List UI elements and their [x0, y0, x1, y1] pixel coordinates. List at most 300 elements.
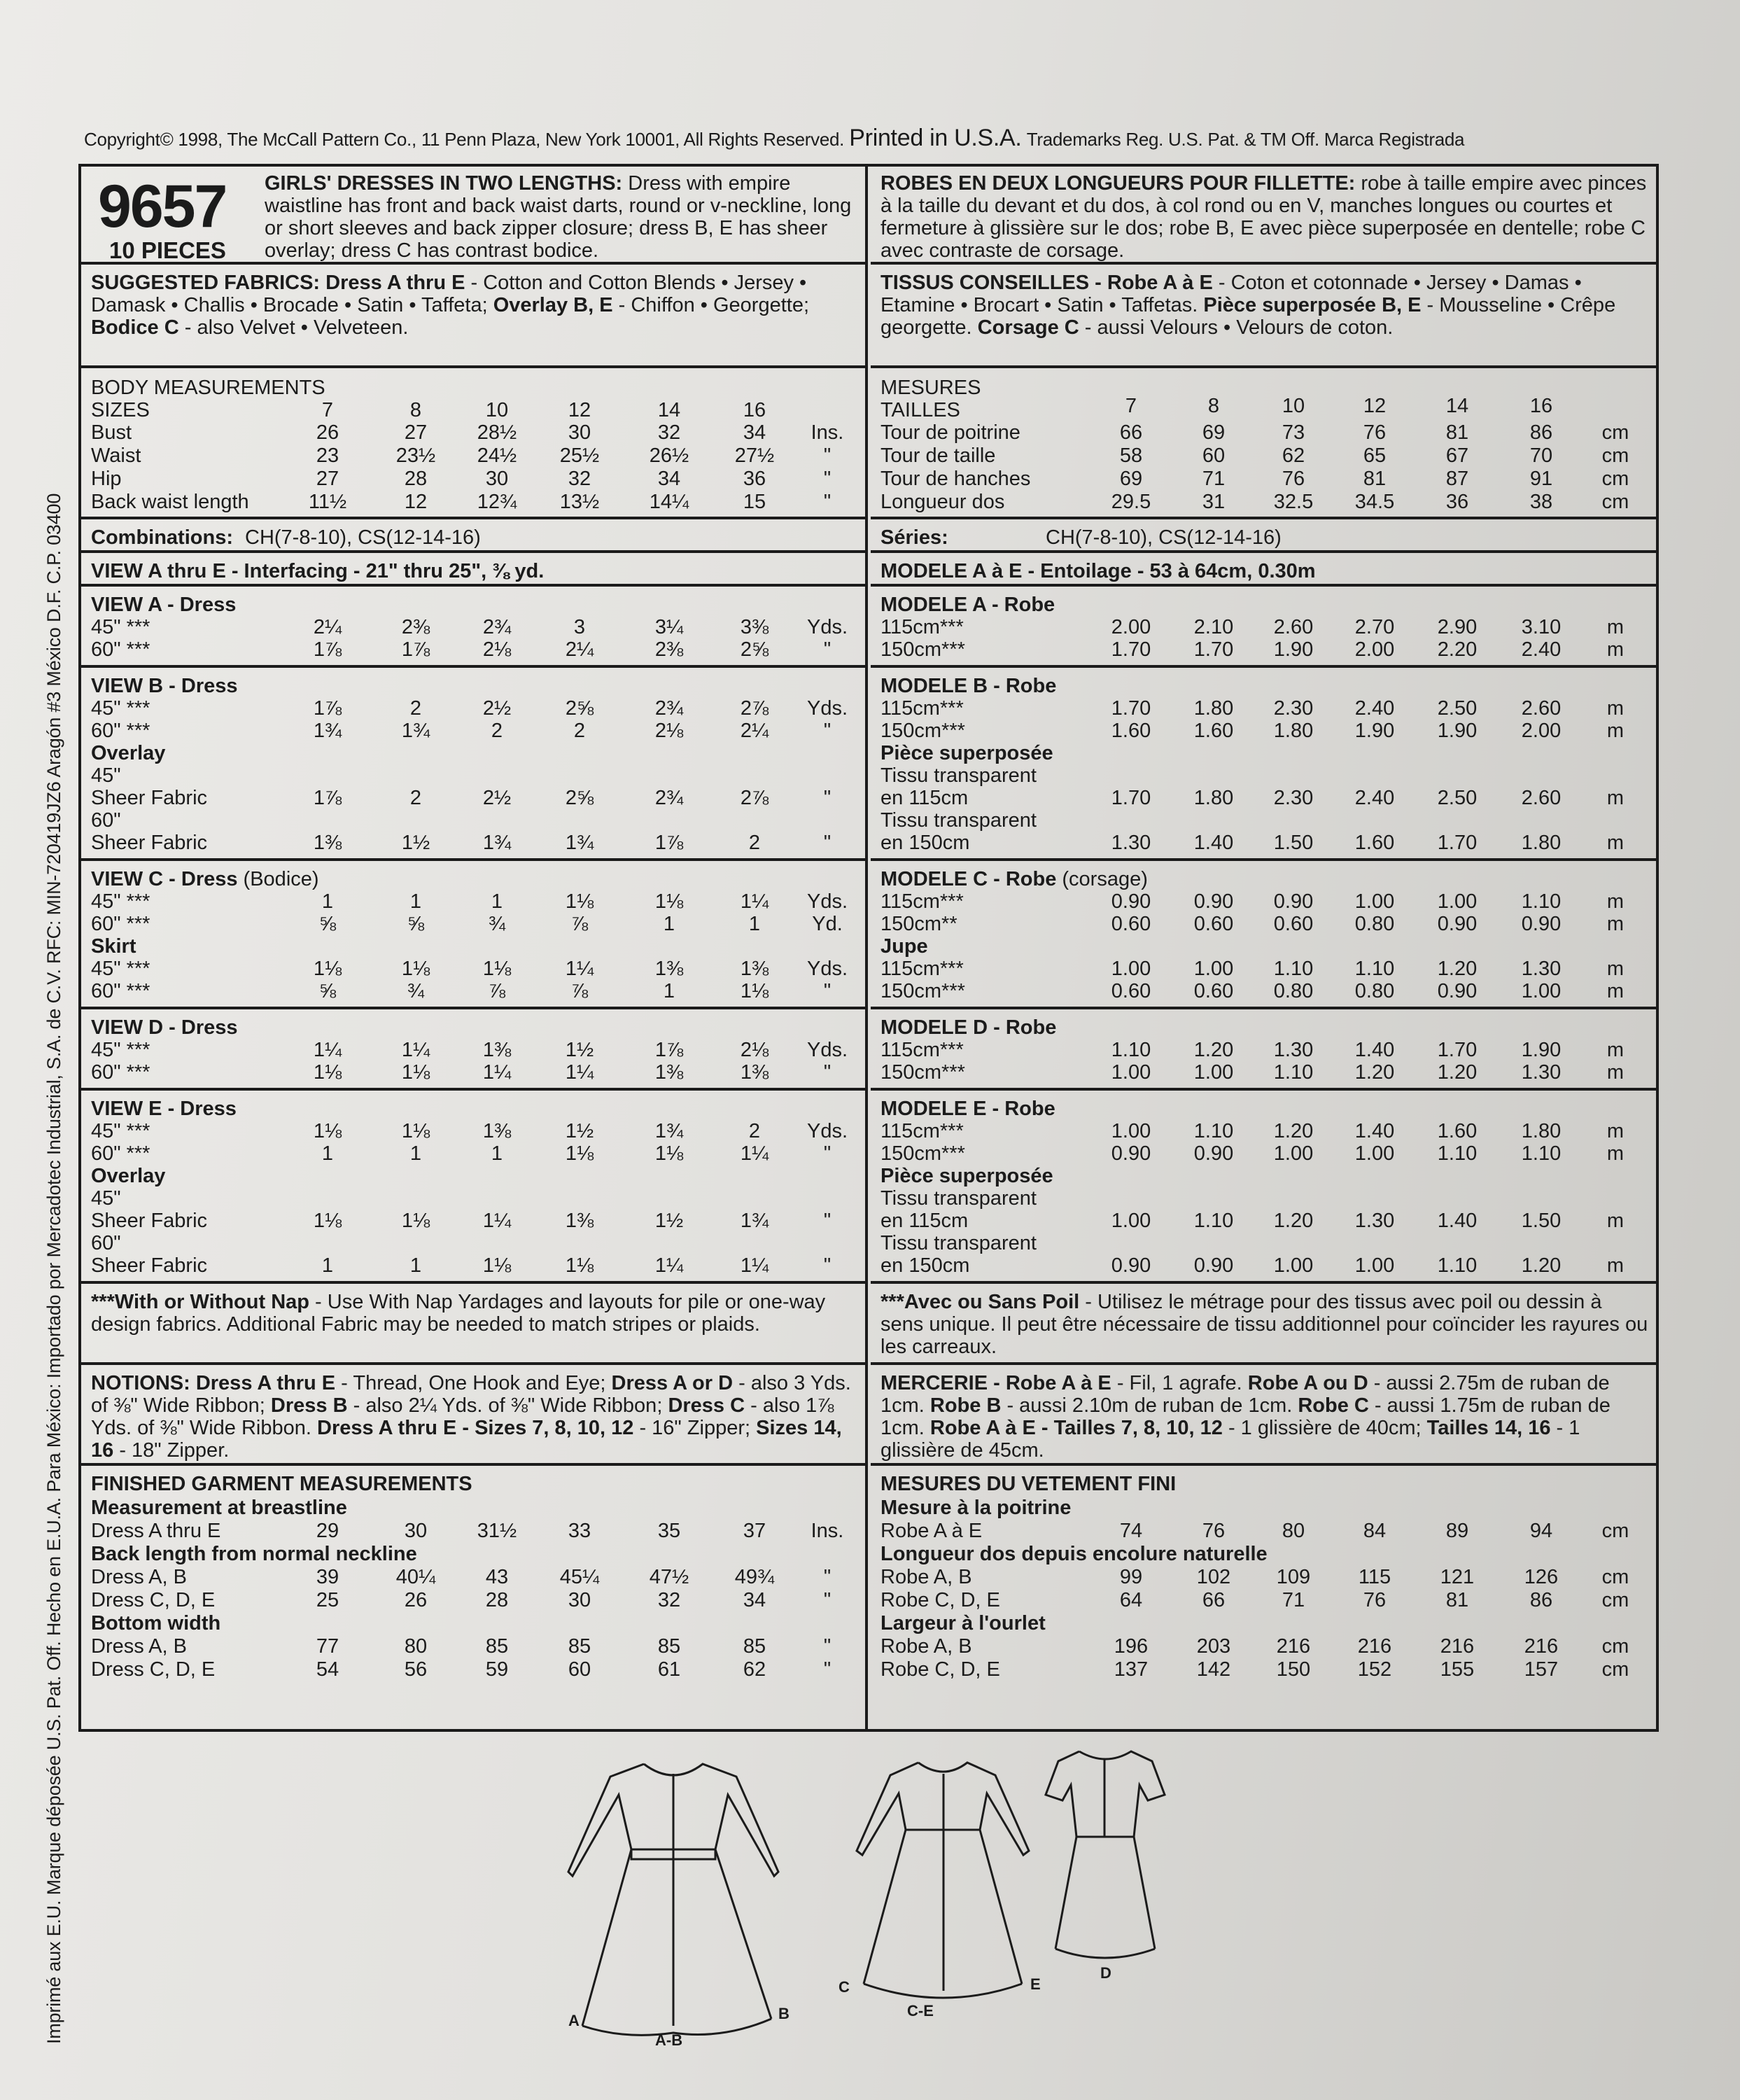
size-value: 1¾ [401, 720, 430, 742]
view-title-bold: MODELE B - Robe [880, 675, 1057, 697]
table-row [81, 980, 865, 1002]
table-row [871, 1658, 1659, 1681]
size-value: 3 [573, 616, 586, 638]
size-value: 2.50 [1437, 697, 1478, 720]
size-value: 1⅛ [401, 958, 430, 980]
table-row [871, 468, 1659, 490]
table-row [81, 1210, 865, 1232]
vertical-import-notice: Imprimé aux E.U. Marque déposée U.S. Pat. Off. Hecho en E.U.A. Para México: Importado por Mercadotec Industrial, S.A. de C.V. RFC: MIN-720419JZ6 Aragón #3 México D.F. C.P. 03400 [43, 493, 64, 2044]
row-label: 60" *** [91, 1061, 150, 1084]
size-value: 0.90 [1193, 1142, 1234, 1165]
table-row [81, 832, 865, 854]
size-value: 71 [1202, 468, 1226, 490]
unit: m [1606, 787, 1625, 809]
unit: " [823, 980, 832, 1002]
notions-text: NOTIONS: Dress A thru E - Thread, One Hook and Eye; Dress A or D - also 3 Yds. of ⅜" Wide Ribbon; Dress B - also 2¼ Yds. of ⅜" Wide Ribbon; Dress C - also 1⅞ Yds. of ⅜" Wide Ribbon. Dress A thru E - Sizes 7, 8, 10, 12 - 16" Zipper; Sizes 14, 16 - 18" Zipper. [91, 1372, 851, 1462]
size-value: 1⅞ [654, 832, 684, 854]
size-value: 27 [316, 468, 339, 490]
size-value: 0.90 [1521, 913, 1562, 935]
size-value: 115 [1358, 1566, 1391, 1588]
unit: cm [1601, 491, 1629, 513]
size-value: 1.80 [1273, 720, 1314, 742]
unit: cm [1601, 468, 1629, 490]
table-row [81, 1589, 865, 1611]
unit: m [1606, 1120, 1625, 1142]
size-value: 0.60 [1111, 913, 1151, 935]
size-value: 86 [1529, 421, 1553, 444]
size-value: 1⅛ [401, 1210, 430, 1232]
size-value: 1½ [565, 1120, 594, 1142]
unit: " [823, 1210, 832, 1232]
unit: cm [1601, 1635, 1629, 1658]
unit: cm [1601, 444, 1629, 467]
table-row [81, 935, 865, 958]
unit: Ins. [811, 1520, 844, 1542]
size-value: 0.90 [1437, 913, 1478, 935]
size-value: 12 [404, 491, 428, 513]
row-label: Overlay [91, 1165, 166, 1187]
size-value: 2.40 [1521, 638, 1562, 661]
size-value: 2⅛ [654, 720, 684, 742]
label-a: A [568, 2012, 580, 2029]
size-value: 1¾ [313, 720, 342, 742]
size-value: 0.90 [1193, 890, 1234, 913]
size-value: 60 [568, 1658, 591, 1681]
row-label: 115cm*** [880, 890, 964, 913]
size-value: 32 [568, 468, 591, 490]
row-label: Tissu transparent [880, 764, 1037, 787]
row-label: 45" *** [91, 697, 150, 720]
size-value: 1⅞ [313, 787, 342, 809]
size-value: 11½ [308, 491, 347, 513]
row-label: 150cm*** [880, 980, 965, 1002]
row-label: 115cm*** [880, 1120, 964, 1142]
size-header: 16 [1529, 395, 1553, 417]
size-value: 1⅜ [565, 1210, 594, 1232]
size-value: 69 [1119, 468, 1143, 490]
view-1-yardage [871, 671, 1659, 861]
size-value: 1.30 [1521, 958, 1562, 980]
size-value: 1⅛ [313, 1061, 342, 1084]
size-value: 2.00 [1354, 638, 1395, 661]
unit: Yd. [812, 913, 843, 935]
size-value: 1⅛ [654, 890, 684, 913]
french-column [871, 167, 1659, 1729]
unit: cm [1601, 421, 1629, 444]
row-label: Tour de hanches [880, 468, 1031, 490]
table-row [81, 616, 865, 638]
table-row [871, 1497, 1659, 1519]
table-row [81, 764, 865, 787]
size-value: 1⅛ [565, 1254, 594, 1277]
size-value: 1.40 [1193, 832, 1234, 854]
row-label: en 115cm [880, 1210, 969, 1232]
table-row [81, 787, 865, 809]
size-value: 25½ [559, 444, 600, 467]
size-value: 2.40 [1354, 697, 1395, 720]
size-value: 1.30 [1273, 1039, 1314, 1061]
row-label: Hip [91, 468, 122, 490]
size-value: 1.10 [1273, 958, 1314, 980]
nap-text: ***With or Without Nap - Use With Nap Yardages and layouts for pile or one-way design fabrics. Additional Fabric may be needed to match stripes or plaids. [91, 1291, 826, 1336]
fabrics-text: SUGGESTED FABRICS: Dress A thru E - Cotton and Cotton Blends • Jersey • Damask • Challis • Brocade • Satin • Taffeta; Overlay B, E - Chiffon • Georgette; Bodice C - also Velvet • Velveteen. [91, 272, 810, 339]
size-value: 1.00 [1111, 1210, 1151, 1232]
size-value: 28½ [477, 421, 517, 444]
size-value: 1.60 [1111, 720, 1151, 742]
size-value: 32 [657, 421, 681, 444]
row-label: 45" [91, 1187, 121, 1210]
size-value: 1⅛ [740, 980, 769, 1002]
size-value: 1.50 [1521, 1210, 1562, 1232]
table-row [871, 1210, 1659, 1232]
view-d-drawing [1046, 1751, 1165, 1958]
size-value: 1 [409, 1254, 422, 1277]
size-value: 2⅜ [401, 616, 430, 638]
size-value: 1¼ [740, 1142, 769, 1165]
table-row [81, 1497, 865, 1519]
table-row [871, 832, 1659, 854]
size-value: 2¼ [565, 638, 594, 661]
size-value: 1.00 [1354, 1254, 1395, 1277]
table-row [81, 638, 865, 661]
unit: " [823, 1142, 832, 1165]
size-value: 137 [1114, 1658, 1149, 1681]
size-value: 1.10 [1437, 1254, 1478, 1277]
row-label: Robe C, D, E [880, 1658, 1000, 1681]
copyright-line [84, 125, 1464, 152]
size-value: 2.10 [1193, 616, 1234, 638]
row-label: 45" *** [91, 1039, 150, 1061]
suggested-fabrics [871, 267, 1659, 368]
finished-title-text: MESURES DU VETEMENT FINI [880, 1473, 1177, 1495]
table-row [871, 1635, 1659, 1658]
row-label: Sheer Fabric [91, 787, 208, 809]
size-value: 91 [1529, 468, 1553, 490]
size-value: 0.60 [1193, 980, 1234, 1002]
size-value: 36 [743, 468, 766, 490]
size-value: 34 [743, 1589, 766, 1611]
size-value: 30 [568, 421, 591, 444]
size-value: 1.10 [1193, 1210, 1234, 1232]
size-value: 1.20 [1437, 958, 1478, 980]
size-value: 2 [409, 697, 422, 720]
size-value: 1¼ [740, 1254, 769, 1277]
unit: Yds. [806, 616, 848, 638]
size-value: 1½ [401, 832, 430, 854]
unit: " [823, 1635, 832, 1658]
table-row [871, 1187, 1659, 1210]
row-label: Tour de poitrine [880, 421, 1020, 444]
size-value: 1⅜ [482, 1039, 512, 1061]
size-value: 1¼ [740, 890, 769, 913]
size-value: 70 [1529, 444, 1553, 467]
size-value: 31½ [477, 1520, 517, 1542]
size-value: 1.00 [1521, 980, 1562, 1002]
row-label: Largeur à l'ourlet [880, 1612, 1046, 1634]
size-value: 2 [409, 787, 422, 809]
description [265, 172, 857, 262]
unit: m [1606, 1039, 1625, 1061]
unit: " [823, 1589, 832, 1611]
size-value: 1⅛ [313, 958, 342, 980]
view-title-text [91, 1098, 237, 1120]
sizes-label: SIZES [91, 399, 150, 421]
row-label: Back waist length [91, 491, 249, 513]
size-value: 59 [485, 1658, 509, 1681]
size-value: 1.40 [1354, 1039, 1395, 1061]
size-value: 3¼ [654, 616, 684, 638]
size-value: 142 [1196, 1658, 1231, 1681]
unit: Yds. [806, 890, 848, 913]
row-label: 150cm*** [880, 1142, 965, 1165]
size-value: 13½ [559, 491, 600, 513]
size-value: ⅞ [488, 980, 506, 1002]
fabrics-text: TISSUS CONSEILLES - Robe A à E - Coton et cotonnade • Jersey • Damas • Etamine • Brocart • Satin • Taffetas. Pièce superposée B, E - Mousseline • Crêpe georgette. Corsage C - aussi Velours • Velours de coton. [880, 272, 1616, 339]
row-label: 60" *** [91, 1142, 150, 1165]
size-value: 2⅜ [654, 638, 684, 661]
unit: m [1606, 720, 1625, 742]
pattern-info-table [78, 164, 1659, 1732]
size-value: 2.70 [1354, 616, 1395, 638]
size-value: 1⅛ [401, 1061, 430, 1084]
unit: " [823, 832, 832, 854]
view-1-yardage [81, 671, 865, 861]
view-title [81, 1016, 865, 1039]
size-value: 216 [1524, 1635, 1559, 1658]
combinations-value: CH(7-8-10), CS(12-14-16) [245, 526, 481, 549]
table-row [871, 1120, 1659, 1142]
size-value: 1½ [565, 1039, 594, 1061]
unit: " [823, 638, 832, 661]
size-value: 49¾ [734, 1566, 775, 1588]
table-row [871, 1612, 1659, 1634]
row-label: Overlay [91, 742, 166, 764]
size-value: 76 [1202, 1520, 1226, 1542]
nap-text: ***Avec ou Sans Poil - Utilisez le métrage pour des tissus avec poil ou dessin à sens unique. Il peut être nécessaire de tissu additionnel pour coïncider les rayures ou les carreaux. [880, 1291, 1648, 1358]
view-title [81, 594, 865, 616]
size-value: 1¼ [401, 1039, 430, 1061]
size-value: 76 [1363, 421, 1387, 444]
size-value: 1 [663, 980, 675, 1002]
size-value: 23 [316, 444, 339, 467]
size-value: 1 [491, 1142, 503, 1165]
size-value: 87 [1445, 468, 1469, 490]
view-title-bold: VIEW B - Dress [91, 675, 238, 697]
size-value: 1.20 [1193, 1039, 1234, 1061]
size-value: 1⅜ [740, 1061, 769, 1084]
notions [81, 1368, 865, 1466]
size-value: 1.70 [1193, 638, 1234, 661]
size-value: 1 [321, 890, 334, 913]
unit: " [823, 1566, 832, 1588]
size-value: 74 [1119, 1520, 1143, 1542]
size-value: 1.50 [1273, 832, 1314, 854]
size-value: 2.50 [1437, 787, 1478, 809]
view-2-yardage [871, 864, 1659, 1009]
size-header: 8 [1207, 395, 1220, 417]
view-0-yardage [81, 589, 865, 668]
table-row [871, 764, 1659, 787]
row-label: Dress A, B [91, 1566, 187, 1588]
size-value: 2 [573, 720, 586, 742]
unit: m [1606, 958, 1625, 980]
view-title-bold: MODELE E - Robe [880, 1098, 1055, 1120]
size-value: 0.90 [1111, 890, 1151, 913]
unit: m [1606, 1061, 1625, 1084]
row-label: Skirt [91, 935, 136, 958]
table-row [871, 787, 1659, 809]
nap-note [81, 1287, 865, 1365]
table-row [81, 913, 865, 935]
view-title-bold: MODELE C - Robe [880, 868, 1057, 890]
view-title [871, 1098, 1659, 1120]
size-value: 14¼ [649, 491, 689, 513]
interfacing [871, 556, 1659, 587]
view-title [871, 675, 1659, 697]
size-value: 62 [1282, 444, 1305, 467]
row-label: Measurement at breastline [91, 1497, 347, 1519]
size-value: 39 [316, 1566, 339, 1588]
row-label: 150cm*** [880, 720, 965, 742]
sizes-row [871, 395, 1659, 421]
size-value: 1 [409, 890, 422, 913]
size-value: 85 [743, 1635, 766, 1658]
size-value: 1⅜ [654, 1061, 684, 1084]
size-value: 1.00 [1111, 1061, 1151, 1084]
size-value: 0.80 [1273, 980, 1314, 1002]
finished-measurements [81, 1469, 865, 1693]
table-row [871, 720, 1659, 742]
combinations-row [81, 526, 865, 549]
size-value: 1⅛ [482, 1254, 512, 1277]
size-value: ¾ [488, 913, 506, 935]
table-row [81, 1543, 865, 1565]
size-value: 2¾ [654, 787, 684, 809]
row-label: 45" [91, 764, 121, 787]
size-value: 3⅜ [740, 616, 769, 638]
size-value: 2½ [482, 787, 512, 809]
size-value: 1 [748, 913, 761, 935]
interfacing [81, 556, 865, 587]
size-value: 2⅞ [740, 787, 769, 809]
row-label: Tissu transparent [880, 1232, 1037, 1254]
view-3-yardage [871, 1012, 1659, 1091]
unit: m [1606, 980, 1625, 1002]
table-row [871, 935, 1659, 958]
label-c: C [839, 1978, 850, 1996]
interfacing-text: MODELE A à E - Entoilage - 53 à 64cm, 0.30m [880, 560, 1316, 582]
table-row [871, 1165, 1659, 1187]
view-title-suffix: (Bodice) [237, 868, 319, 890]
row-label: Robe A à E [880, 1520, 983, 1542]
size-value: 23½ [395, 444, 436, 467]
size-value: 1.80 [1521, 832, 1562, 854]
finished-title [81, 1473, 865, 1495]
table-row [871, 421, 1659, 444]
size-value: 1.60 [1193, 720, 1234, 742]
sizes-label: TAILLES [880, 399, 960, 421]
size-value: 38 [1529, 491, 1553, 513]
row-label: Pièce superposée [880, 1165, 1053, 1187]
row-label: Sheer Fabric [91, 1210, 208, 1232]
size-value: 1.70 [1111, 697, 1151, 720]
unit: " [823, 491, 832, 513]
size-value: 1⅛ [401, 1120, 430, 1142]
row-label: Longueur dos depuis encolure naturelle [880, 1543, 1268, 1565]
table-row [871, 1254, 1659, 1277]
unit: " [823, 1658, 832, 1681]
size-header: 12 [568, 399, 591, 421]
size-value: 1⅜ [654, 958, 684, 980]
size-value: 196 [1114, 1635, 1149, 1658]
unit: m [1606, 1254, 1625, 1277]
size-value: 37 [743, 1520, 766, 1542]
size-value: 85 [485, 1635, 509, 1658]
row-label: 45" *** [91, 958, 150, 980]
size-value: 1⅞ [401, 638, 430, 661]
table-row [871, 1543, 1659, 1565]
description-text: robe à taille empire avec pinces à la taille du devant et du dos, à col rond ou en V, manches longues ou courtes et fermeture à glissière sur le dos; robe B, E avec pièce superposée en dentelle; robe C avec contraste de corsage. [880, 172, 1647, 262]
size-value: 56 [404, 1658, 428, 1681]
unit: " [823, 1061, 832, 1084]
size-value: 26½ [649, 444, 689, 467]
size-value: 1.20 [1521, 1254, 1562, 1277]
size-header: 16 [743, 399, 766, 421]
size-value: 1.40 [1354, 1120, 1395, 1142]
unit: m [1606, 697, 1625, 720]
size-value: 66 [1202, 1589, 1226, 1611]
unit: m [1606, 638, 1625, 661]
row-label: Robe C, D, E [880, 1589, 1000, 1611]
size-value: 2⅛ [740, 1039, 769, 1061]
size-header: 14 [657, 399, 681, 421]
combinations [81, 522, 865, 553]
size-value: 99 [1119, 1566, 1143, 1588]
row-label: 60" *** [91, 720, 150, 742]
size-value: 2.40 [1354, 787, 1395, 809]
row-label: Bottom width [91, 1612, 221, 1634]
combinations-label: Séries: [880, 526, 948, 549]
size-value: 1.90 [1354, 720, 1395, 742]
size-value: 1.00 [1111, 1120, 1151, 1142]
table-row [871, 1142, 1659, 1165]
label-b: B [778, 2005, 790, 2022]
size-value: 1⅛ [654, 1142, 684, 1165]
table-row [871, 616, 1659, 638]
unit: Yds. [806, 1039, 848, 1061]
label-c-e: C-E [907, 2002, 934, 2019]
size-value: 24½ [477, 444, 517, 467]
notions [871, 1368, 1659, 1466]
size-value: 34 [743, 421, 766, 444]
size-value: 1 [321, 1142, 334, 1165]
unit: " [823, 787, 832, 809]
size-value: 1⅞ [313, 638, 342, 661]
size-value: 81 [1445, 1589, 1469, 1611]
size-value: 1¾ [565, 832, 594, 854]
size-value: ¾ [407, 980, 425, 1002]
size-value: 66 [1119, 421, 1143, 444]
table-row [871, 809, 1659, 832]
view-title-text [91, 868, 319, 890]
row-label: Robe A, B [880, 1566, 972, 1588]
size-value: 81 [1363, 468, 1387, 490]
size-header: 8 [409, 399, 422, 421]
size-value: 80 [404, 1635, 428, 1658]
size-value: 1¼ [313, 1039, 342, 1061]
size-value: 0.60 [1193, 913, 1234, 935]
description-title: GIRLS' DRESSES IN TWO LENGTHS: [265, 172, 623, 195]
